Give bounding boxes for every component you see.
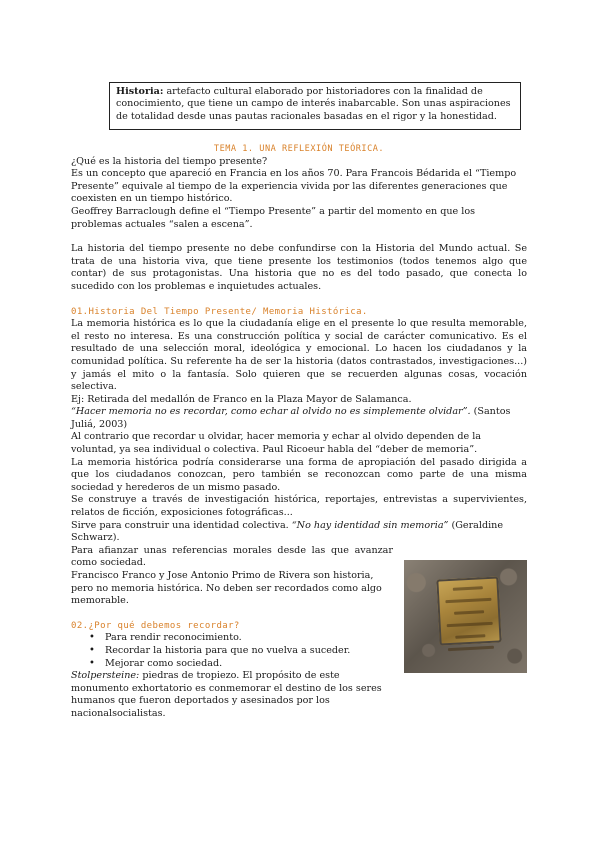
section-1-paragraph-4: La memoria histórica podría considerarse una forma de apropiación del pasado dirigida a que los ciudadanos conozcan, pero también se reconozcan como parte de una misma sociedad y herederos de un mismo pasado. bbox=[71, 456, 527, 493]
section-1-paragraph-2: Ej: Retirada del medallón de Franco en la Plaza Mayor de Salamanca. bbox=[71, 393, 412, 405]
stolpersteine-text: piedras de tropiezo. El propósito de este monumento exhortatorio es conmemorar el destino de los seres humanos que fueron deportados y asesinados por los nacionalsocialistas. bbox=[71, 670, 382, 719]
section-1-paragraph-1: La memoria histórica es lo que la ciudadanía elige en el presente lo que resulta memorable, el resto no interesa. Es una construcción política y social de carácter comunicativo. Es el resultado de una selección moral, ideológica y emocional. Lo hacen los ciudadanos y la comunidad política. Su referente ha de ser la historia (datos contrastados, investigaciones...) y jamás el mito o la fantasía. Solo quieren que se recuerden algunas cosas, vocación selectiva. bbox=[71, 318, 527, 393]
santos-julia-quote: “Hacer memoria no es recordar, como echar al olvido no es simplemente olvidar”. bbox=[71, 406, 471, 418]
section-1-paragraph-5: Se construye a través de investigación histórica, reportajes, entrevistas a supervivientes, relatos de ficción, exposiciones fotográficas... bbox=[71, 494, 527, 519]
brass-plaque bbox=[436, 576, 501, 645]
intro-paragraph-3: La historia del tiempo presente no debe confundirse con la Historia del Mundo actual. Se trata de una historia viva, que tiene presente los testimonios (todos tenemos algo que contar) de sus protagonistas. Una historia que no es del todo pasado, que conecta lo sucedido con los problemas e inquietudes actuales. bbox=[71, 243, 527, 292]
list-item: • Mejorar como sociedad. bbox=[105, 658, 527, 671]
section-1-paragraph-8: Francisco Franco y Jose Antonio Primo de Rivera son historia, pero no memoria histórica. No deben ser recordados como algo memorable. bbox=[71, 570, 382, 607]
definition-box bbox=[109, 82, 521, 130]
section-1-paragraph-6 bbox=[71, 520, 527, 545]
intro-paragraph-2: Geoffrey Barraclough define el “Tiempo Presente” a partir del momento en que los problemas actuales “salen a escena”. bbox=[71, 205, 476, 230]
list-item: • Para rendir reconocimiento. bbox=[105, 632, 527, 645]
intro-paragraph-1: Es un concepto que apareció en Francia en los años 70. Para Francois Bédarida el “Tiempo Presente” equivale al tiempo de la experiencia vivida por las diferentes generaciones que coexisten en un tiempo histórico. bbox=[71, 168, 517, 205]
theme-title: TEMA 1. UNA REFLEXIÓN TEÓRICA. bbox=[213, 144, 385, 154]
section-1-paragraph-3: Al contrario que recordar u olvidar, hacer memoria y echar al olvido dependen de la voluntad, ya sea individual o colectiva. Paul Ricoeur habla del “deber de memoria”. bbox=[71, 431, 481, 456]
schwarz-quote: “No hay identidad sin memoria” bbox=[291, 519, 449, 531]
section-1-title: 01.Historia Del Tiempo Presente/ Memoria Histórica. bbox=[71, 306, 368, 317]
definition-text: artefacto cultural elaborado por historiadores con la finalidad de conocimiento, que tiene un campo de interés inabarcable. Son unas aspiraciones de totalidad desde unas pautas racionales basadas en el rigor y la honestidad. bbox=[116, 86, 511, 122]
identity-text: Sirve para construir una identidad colectiva. bbox=[71, 519, 292, 531]
list-item: • Recordar la historia para que no vuelva a suceder. bbox=[105, 645, 527, 658]
stolperstein-photo bbox=[404, 560, 527, 673]
stolpersteine-paragraph bbox=[71, 670, 393, 720]
definition-term: Historia: bbox=[116, 86, 164, 97]
section-1-quote-line bbox=[71, 406, 527, 431]
santos-julia-source: (Santos Juliá, 2003) bbox=[71, 406, 511, 430]
intro-question: ¿Qué es la historia del tiempo presente? bbox=[71, 155, 268, 167]
stolpersteine-term: Stolpersteine: bbox=[71, 670, 140, 682]
schwarz-source: (Geraldine Schwarz). bbox=[71, 519, 504, 544]
section-2-title: 02.¿Por qué debemos recordar? bbox=[71, 620, 240, 631]
section-1-paragraph-7: Para afianzar unas referencias morales desde las que avanzar como sociedad. bbox=[71, 544, 393, 569]
